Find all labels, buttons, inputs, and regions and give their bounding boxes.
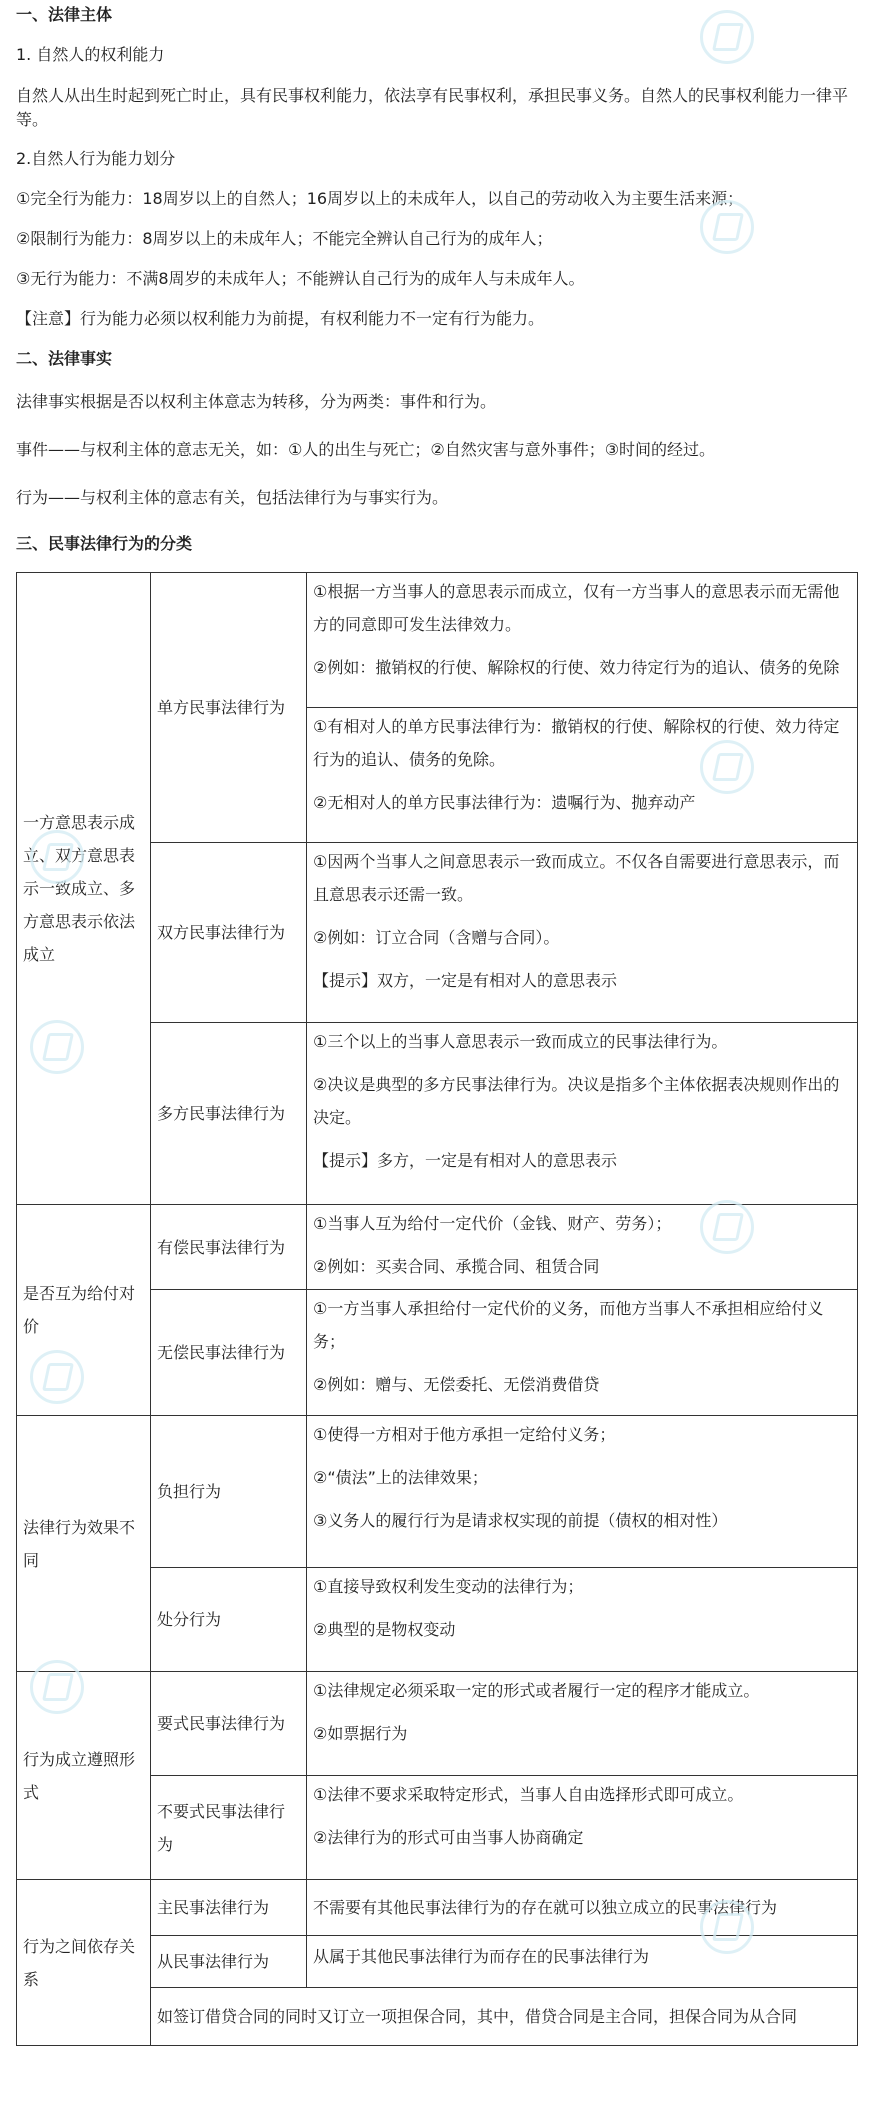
- table-row: [17, 1672, 858, 1776]
- type-cell-formal: 要式民事法律行为: [151, 1672, 307, 1776]
- category-cell-legal-effect: 法律行为效果不同: [17, 1416, 151, 1672]
- type-cell-unilateral: 单方民事法律行为: [151, 573, 307, 843]
- list-item-limited-capacity: ②限制行为能力：8周岁以上的未成年人；不能完全辨认自己行为的成年人；: [16, 229, 553, 248]
- paragraph-events: 事件——与权利主体的意志无关，如：①人的出生与死亡；②自然灾害与意外事件；③时间的经过。: [16, 440, 716, 459]
- detail-cell-principal: 不需要有其他民事法律行为的存在就可以独立成立的民事法律行为: [307, 1880, 858, 1936]
- table-row: [17, 1205, 858, 1290]
- category-cell-dependency: 行为之间依存关系: [17, 1880, 151, 2046]
- detail-cell-obligatory: [307, 1416, 858, 1568]
- subheading-capacity-division: 2.自然人行为能力划分: [16, 149, 176, 168]
- detail-cell-onerous: [307, 1205, 858, 1290]
- detail-cell-formal: [307, 1672, 858, 1776]
- example-cell: 如签订借贷合同的同时又订立一项担保合同，其中，借贷合同是主合同，担保合同为从合同: [151, 1988, 858, 2046]
- table-row: [17, 573, 858, 708]
- table-row: [17, 1880, 858, 1936]
- list-item-full-capacity: ①完全行为能力：18周岁以上的自然人；16周岁以上的未成年人，以自己的劳动收入为主要生活来源；: [16, 189, 744, 208]
- type-cell-onerous: 有偿民事法律行为: [151, 1205, 307, 1290]
- detail-text: ②例如：买卖合同、承揽合同、租赁合同: [313, 1257, 600, 1276]
- category-cell-consideration: 是否互为给付对价: [17, 1205, 151, 1416]
- type-cell-informal: 不要式民事法律行为: [151, 1776, 307, 1880]
- detail-cell-gratuitous: [307, 1290, 858, 1416]
- list-item-no-capacity: ③无行为能力：不满8周岁的未成年人；不能辨认自己行为的成年人与未成年人。: [16, 269, 585, 288]
- section-heading-legal-subject: 一、法律主体: [16, 5, 113, 24]
- detail-text: ②法律行为的形式可由当事人协商确定: [313, 1828, 584, 1847]
- detail-text: ②例如：撤销权的行使、解除权的行使、效力待定行为的追认、债务的免除: [313, 658, 840, 677]
- detail-text: ②典型的是物权变动: [313, 1620, 456, 1639]
- detail-cell-unilateral-a: [307, 573, 858, 708]
- detail-text: ②例如：赠与、无偿委托、无偿消费借贷: [313, 1375, 600, 1394]
- classification-table: [16, 572, 858, 2046]
- subheading-rights-capacity: 1. 自然人的权利能力: [16, 45, 165, 64]
- type-cell-accessory: 从民事法律行为: [151, 1936, 307, 1988]
- type-cell-multilateral: 多方民事法律行为: [151, 1023, 307, 1205]
- detail-text: ②例如：订立合同（含赠与合同）。: [313, 928, 560, 947]
- table-row: [17, 1416, 858, 1568]
- detail-cell-accessory: 从属于其他民事法律行为而存在的民事法律行为: [307, 1936, 858, 1988]
- detail-text: ①使得一方相对于他方承担一定给付义务；: [313, 1425, 616, 1444]
- detail-cell-informal: [307, 1776, 858, 1880]
- type-cell-disposition: 处分行为: [151, 1568, 307, 1672]
- detail-text: ③义务人的履行行为是请求权实现的前提（债权的相对性）: [313, 1511, 728, 1530]
- section-heading-legal-facts: 二、法律事实: [16, 349, 113, 368]
- detail-cell-bilateral: [307, 843, 858, 1023]
- detail-text: ①法律不要求采取特定形式，当事人自由选择形式即可成立。: [313, 1785, 744, 1804]
- type-cell-bilateral: 双方民事法律行为: [151, 843, 307, 1023]
- paragraph-rights-capacity-line1: 自然人从出生时起到死亡时止，具有民事权利能力，依法享有民事权利，承担民事义务。自然人的民事权利能力一律平: [16, 86, 849, 105]
- detail-text: ②决议是典型的多方民事法律行为。决议是指多个主体依据表决规则作出的决定。: [313, 1075, 840, 1127]
- detail-text: ①根据一方当事人的意思表示而成立，仅有一方当事人的意思表示而无需他方的同意即可发生法律效力。: [313, 582, 840, 634]
- detail-cell-disposition: [307, 1568, 858, 1672]
- detail-text: ①因两个当事人之间意思表示一致而成立。不仅各自需要进行意思表示，而且意思表示还需一致。: [313, 852, 840, 904]
- section-heading-act-classification: 三、民事法律行为的分类: [16, 534, 193, 553]
- detail-text: ①当事人互为给付一定代价（金钱、财产、劳务）；: [313, 1214, 672, 1233]
- paragraph-acts: 行为——与权利主体的意志有关，包括法律行为与事实行为。: [16, 488, 449, 507]
- detail-text: ①三个以上的当事人意思表示一致而成立的民事法律行为。: [313, 1032, 728, 1051]
- detail-text: ①法律规定必须采取一定的形式或者履行一定的程序才能成立。: [313, 1681, 760, 1700]
- detail-text: ②如票据行为: [313, 1724, 408, 1743]
- detail-text: ②“债法”上的法律效果；: [313, 1468, 488, 1487]
- category-cell-form: 行为成立遵照形式: [17, 1672, 151, 1880]
- paragraph-legal-facts: 法律事实根据是否以权利主体意志为转移，分为两类：事件和行为。: [16, 392, 497, 411]
- detail-text: 【提示】双方，一定是有相对人的意思表示: [313, 971, 618, 990]
- detail-text: ②无相对人的单方民事法律行为：遗嘱行为、抛弃动产: [313, 793, 696, 812]
- type-cell-principal: 主民事法律行为: [151, 1880, 307, 1936]
- detail-text: 【提示】多方，一定是有相对人的意思表示: [313, 1151, 618, 1170]
- detail-cell-multilateral: [307, 1023, 858, 1205]
- type-cell-obligatory: 负担行为: [151, 1416, 307, 1568]
- note-capacity: 【注意】行为能力必须以权利能力为前提，有权利能力不一定有行为能力。: [16, 309, 545, 328]
- detail-cell-unilateral-b: [307, 708, 858, 843]
- detail-text: ①有相对人的单方民事法律行为：撤销权的行使、解除权的行使、效力待定行为的追认、债务的免除。: [313, 717, 840, 769]
- paragraph-rights-capacity-line2: 等。: [16, 110, 49, 129]
- detail-text: ①一方当事人承担给付一定代价的义务，而他方当事人不承担相应给付义务；: [313, 1299, 824, 1351]
- type-cell-gratuitous: 无偿民事法律行为: [151, 1290, 307, 1416]
- category-cell-intent: 一方意思表示成立、双方意思表示一致成立、多方意思表示依法成立: [17, 573, 151, 1205]
- detail-text: ①直接导致权利发生变动的法律行为；: [313, 1577, 584, 1596]
